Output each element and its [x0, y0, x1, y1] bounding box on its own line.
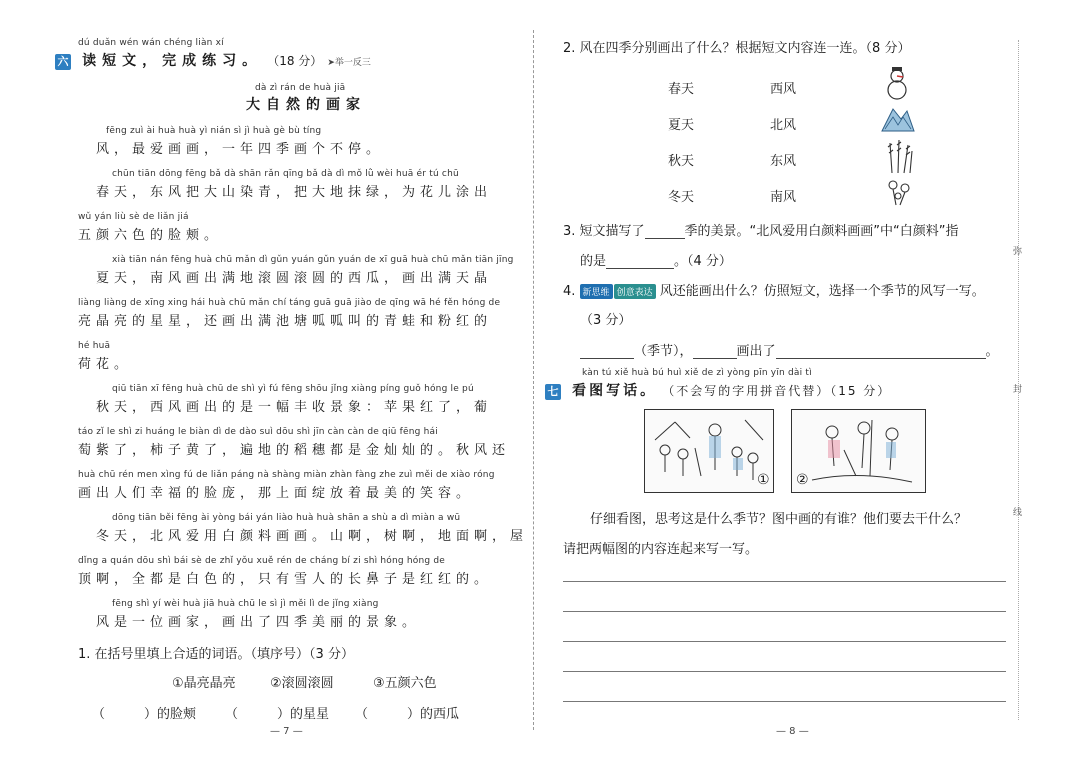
writing-prompt-1: 仔细看图，思考这是什么季节？图中画的有谁？他们要去干什么？: [590, 512, 968, 527]
pinyin-line: huà chū rén men xìng fú de liǎn páng nà shàng miàn zhàn fàng zhe zuì měi de xiào róng: [78, 470, 495, 480]
q1-option: ②滚圆滚圆: [270, 676, 334, 691]
wheat-icon[interactable]: [884, 137, 914, 175]
wind-label[interactable]: 东风: [770, 154, 797, 169]
q4-tag-creative: 创意表达: [614, 284, 656, 299]
q1-blank-cheek[interactable]: （ ）的脸颊: [92, 707, 197, 722]
q1-option: ①晶亮晶亮: [172, 676, 236, 691]
text-line: 夏天，南风画出满地滚圆滚圆的西瓜，画出满天晶: [78, 271, 493, 286]
pinyin-line: liàng liàng de xīng xing hái huà chū mǎn chí táng guā guā jiào de qīng wā hé fěn hóng de: [78, 298, 501, 308]
pinyin-line: qiū tiān xī fēng huà chū de shì yì fú fēng shōu jǐng xiàng píng guǒ hóng le pú: [112, 384, 474, 394]
scene-picture-1: [644, 409, 774, 493]
text-line: 荷花。: [78, 357, 133, 372]
section7-title: 看图写话。: [572, 383, 658, 399]
page-number-right: — 8 —: [776, 726, 809, 737]
q1-option: ③五颜六色: [373, 676, 437, 691]
season-label[interactable]: 冬天: [668, 190, 695, 205]
mountain-icon[interactable]: [881, 103, 915, 133]
section7-pinyin: kàn tú xiě huà bú huì xiě de zì yòng pīn yīn dài tì: [582, 368, 812, 378]
binding-line: [1018, 40, 1019, 720]
text-line: 顶啊，全都是白色的，只有雪人的长鼻子是红红的。: [78, 572, 493, 587]
q4-line1: [563, 280, 985, 299]
wind-label[interactable]: 北风: [770, 118, 797, 133]
pinyin-line: fēng shì yí wèi huà jiā huà chū le sì jì měi lì de jǐng xiàng: [112, 599, 379, 609]
writing-prompt-2: 请把两幅图的内容连起来写一写。: [563, 542, 759, 557]
q4-fill-text-1: （季节），: [634, 344, 693, 359]
article-title: 大自然的画家: [246, 97, 366, 113]
pinyin-line: táo zǐ le shì zi huáng le biàn dì de dào suì dōu shì jīn càn càn de qiū fēng hái: [78, 427, 438, 437]
pinyin-line: dǐng a quán dōu shì bái sè de zhǐ yǒu xuě rén de cháng bí zi shì hóng hóng de: [78, 556, 446, 566]
q1-blank-stars[interactable]: （ ）的星星: [225, 707, 330, 722]
text-line: 五颜六色的脸颊。: [78, 228, 223, 243]
q3-blank-season[interactable]: [645, 226, 685, 239]
pinyin-line: wǔ yán liù sè de liǎn jiá: [78, 212, 189, 222]
pinyin-line: fēng zuì ài huà huà yì nián sì jì huà gè bù tíng: [106, 126, 322, 136]
q4-fill-text-2: 画出了: [736, 344, 776, 359]
q1-blank-melon[interactable]: （ ）的西瓜: [355, 707, 460, 722]
q4-fill-line: [580, 340, 999, 359]
section6-pinyin: dú duǎn wén wán chéng liàn xí: [78, 38, 224, 48]
q1-title: 1. 在括号里填上合适的词语。（填序号）（3 分）: [78, 647, 354, 662]
section6-tag: ➤举一反三: [327, 58, 371, 68]
section6-title: 读短文，完成练习。: [82, 53, 263, 69]
text-line: 风，最爱画画，一年四季画个不停。: [78, 142, 385, 157]
pinyin-line: xià tiān nán fēng huà chū mǎn dì gǔn yuán gǔn yuán de xī guā huà chū mǎn tiān jīng: [112, 255, 514, 265]
text-line: 画出人们幸福的脸庞，那上面绽放着最美的笑容。: [78, 486, 475, 501]
flower-icon[interactable]: [884, 176, 914, 206]
text-line: 亮晶亮的星星，还画出满池塘呱呱叫的青蛙和粉红的: [78, 314, 493, 329]
writing-line[interactable]: [563, 581, 1006, 582]
text-line: 风是一位画家，画出了四季美丽的景象。: [78, 615, 421, 630]
q4-tag-new-thinking: 新思维: [580, 284, 613, 299]
season-label[interactable]: 秋天: [668, 154, 695, 169]
wind-label[interactable]: 南风: [770, 190, 797, 205]
text-line: 冬天，北风爱用白颜料画画。山啊，树啊，地面啊，屋: [78, 529, 529, 544]
q3-text-c: 的是: [580, 254, 607, 269]
section6-score: （18 分）: [267, 54, 323, 68]
writing-line[interactable]: [563, 641, 1006, 642]
snowman-icon[interactable]: [883, 66, 911, 100]
q4-blank-content[interactable]: [776, 346, 986, 359]
section7-header: [545, 380, 891, 400]
section6-header: [55, 50, 371, 70]
season-label[interactable]: 春天: [668, 82, 695, 97]
writing-line[interactable]: [563, 701, 1006, 702]
scene-picture-2: [791, 409, 926, 493]
q3-line2: [580, 250, 732, 269]
text-line: 秋天，西风画出的是一幅丰收景象：苹果红了，葡: [78, 400, 493, 415]
text-line: 萄紫了，柿子黄了，遍地的稻穗都是金灿灿的。秋风还: [78, 443, 511, 458]
wind-label[interactable]: 西风: [770, 82, 797, 97]
writing-line[interactable]: [563, 611, 1006, 612]
q4-blank-season[interactable]: [580, 346, 634, 359]
binding-mark: 封: [1013, 385, 1023, 395]
binding-mark: 线: [1013, 508, 1023, 518]
pinyin-line: dōng tiān běi fēng ài yòng bái yán liào huà huà shān a shù a dì miàn a wū: [112, 513, 461, 523]
q3-text-a: 3. 短文描写了: [563, 224, 645, 239]
writing-line[interactable]: [563, 671, 1006, 672]
q4-score: （3 分）: [580, 313, 632, 328]
season-label[interactable]: 夏天: [668, 118, 695, 133]
pic2-label: ②: [796, 472, 809, 488]
pinyin-line: chūn tiān dōng fēng bǎ dà shān rǎn qīng bǎ dà dì mǒ lǜ wèi huā ér tú chū: [112, 169, 459, 179]
section7-badge: 七: [545, 384, 561, 400]
q3-text-b: 季的美景。“北风爱用白颜料画画”中“白颜料”指: [684, 224, 959, 239]
q4-blank-wind[interactable]: [693, 346, 737, 359]
page-divider: [533, 30, 534, 730]
q4-fill-end: 。: [985, 344, 999, 359]
text-line: 春天，东风把大山染青，把大地抹绿，为花儿涂出: [78, 185, 493, 200]
section7-subtitle: （不会写的字用拼音代替）（15 分）: [662, 384, 892, 398]
section6-badge: 六: [55, 54, 71, 70]
pinyin-line: hé huā: [78, 341, 111, 351]
q3-line1: [563, 220, 959, 239]
q4-text: 风还能画出什么？仿照短文，选择一个季节的风写一写。: [659, 284, 985, 299]
q2-title: 2. 风在四季分别画出了什么？根据短文内容连一连。（8 分）: [563, 41, 911, 56]
children-walking-illustration: [645, 410, 773, 492]
children-planting-illustration: [792, 410, 925, 492]
q4-label: 4.: [563, 284, 576, 299]
binding-mark: 弥: [1013, 247, 1023, 257]
pic1-label: ①: [757, 472, 770, 488]
article-title-pinyin: dà zì rán de huà jiā: [255, 83, 346, 93]
page-number-left: — 7 —: [270, 726, 303, 737]
q3-blank-meaning[interactable]: [606, 256, 674, 269]
q3-score: 。（4 分）: [674, 254, 732, 269]
